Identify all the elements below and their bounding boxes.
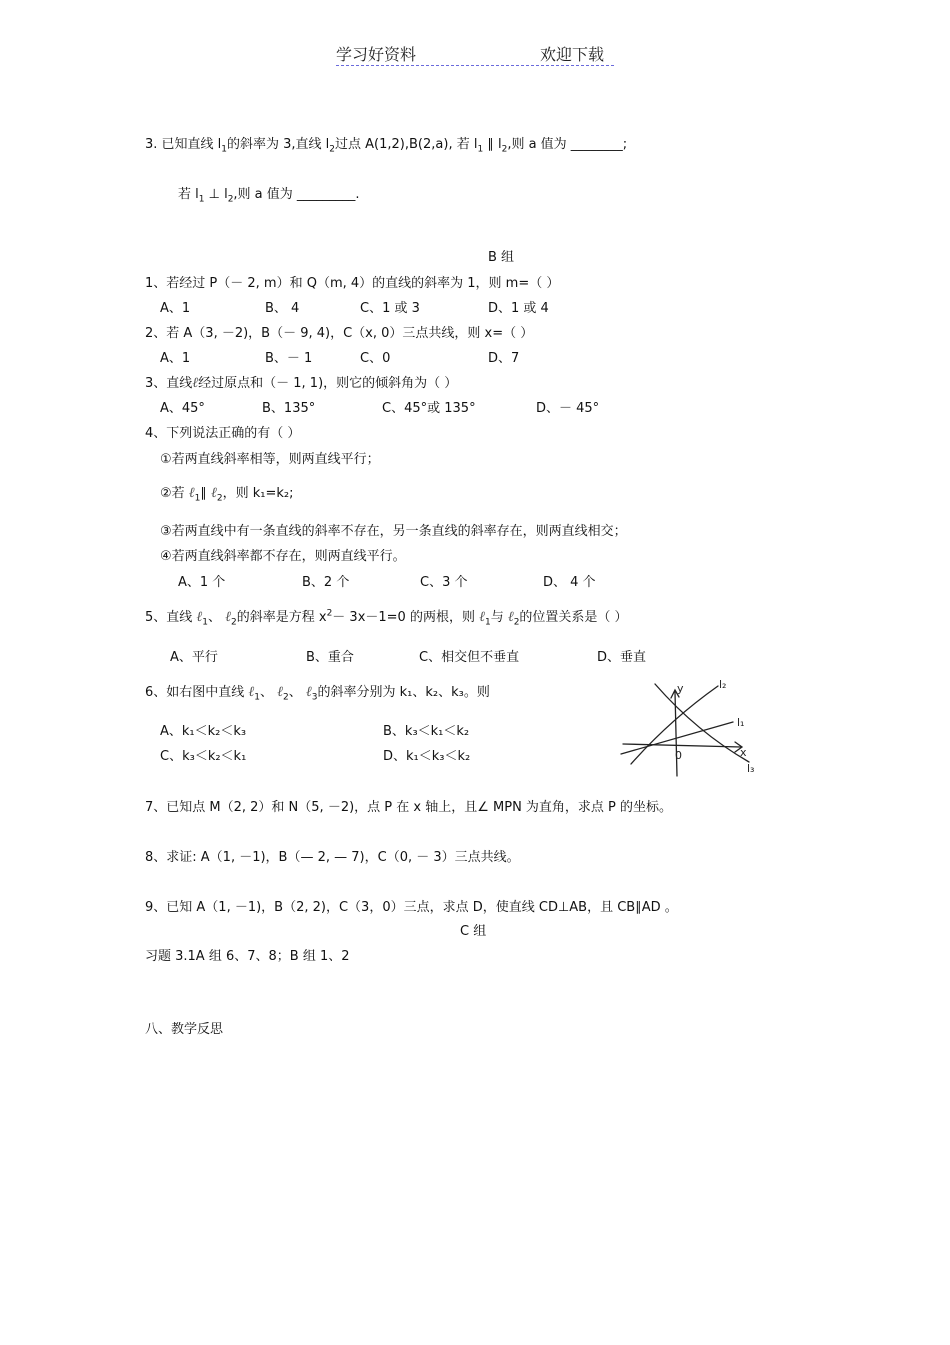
q1-opt-d: D、1 或 4	[488, 301, 549, 316]
line-symbol: ℓ	[192, 375, 199, 391]
q4-statement-3: ③若两直线中有一条直线的斜率不存在，另一条直线的斜率存在，则两直线相交；	[160, 524, 627, 539]
q5-opt-d: D、垂直	[597, 650, 647, 665]
q4-stem: 4、下列说法正确的有（ ）	[145, 426, 301, 441]
q3a-line1: 3. 已知直线 $l_1$的斜率为 3,直线 $l_2$过点 A(1,2),B(2,a), 若 $l_1$ ∥ $l_2$,则 a 值为 ________;	[145, 137, 628, 155]
origin-label: 0	[675, 749, 682, 762]
group-c-heading: C 组	[460, 924, 487, 939]
l1-label: l₁	[737, 716, 745, 729]
l3-label: l₃	[747, 762, 755, 775]
q1-opt-b: B、 4	[265, 301, 300, 316]
q1-opt-a: A、1	[160, 301, 191, 316]
q2-opt-a: A、1	[160, 351, 191, 366]
teaching-reflection-heading: 八、教学反思	[145, 1022, 224, 1037]
q3-opt-c: C、45°或 135°	[382, 401, 476, 416]
group-b-heading: B 组	[488, 250, 515, 265]
q6-line-figure	[615, 672, 760, 782]
q4-opt-d: D、 4 个	[543, 575, 596, 590]
q5-stem: 5、直线 ℓ$_1$、 ℓ$_2$的斜率是方程 $x^2- 3x-1=0$ 的两根，则 ℓ$_1$与 ℓ$_2$的位置关系是（ ）	[145, 608, 628, 628]
q6-opt-b: B、k₃＜k₁＜k₂	[383, 724, 470, 739]
q3-opt-d: D、－ 45°	[536, 401, 600, 416]
q3-opt-a: A、45°	[160, 401, 205, 416]
q5-opt-c: C、相交但不垂直	[419, 650, 520, 665]
q3-stem: 3、直线ℓ经过原点和（－ 1, 1)，则它的倾斜角为（ ）	[145, 375, 458, 391]
q6-stem: 6、如右图中直线 ℓ$_1$、 ℓ$_2$、 ℓ$_3$的斜率分别为 k₁、k₂、k₃。则	[145, 684, 490, 703]
header-right: 欢迎下载	[540, 45, 605, 64]
q5-opt-a: A、平行	[170, 650, 218, 665]
header-divider	[336, 65, 614, 66]
q4-opt-c: C、3 个	[420, 575, 468, 590]
q9-stem: 9、已知 A（1, －1)，B（2, 2)，C（3，0）三点，求点 D，使直线 CD⊥AB，且 CB∥AD 。	[145, 900, 678, 915]
q6-opt-a: A、k₁＜k₂＜k₃	[160, 724, 247, 739]
y-axis	[675, 692, 677, 776]
q2-opt-c: C、0	[360, 351, 391, 366]
q5-opt-b: B、重合	[306, 650, 354, 665]
x-axis-label: x	[740, 746, 747, 759]
q8-stem: 8、求证: A（1, －1)，B（— 2, — 7)，C（0, － 3）三点共线。	[145, 850, 520, 865]
q6-opt-c: C、k₃＜k₂＜k₁	[160, 749, 247, 764]
y-axis-label: y	[677, 682, 684, 695]
q2-opt-b: B、－ 1	[265, 351, 313, 366]
q1-stem: 1、若经过 P（－ 2, m）和 Q（m, 4）的直线的斜率为 1，则 m=（ ）	[145, 276, 560, 291]
homework-line: 习题 3.1A 组 6、7、8；B 组 1、2	[145, 949, 350, 964]
q4-statement-2: ②若 ℓ$_1$∥ ℓ$_2$，则 k₁=k₂;	[160, 485, 294, 504]
q4-statement-1: ①若两直线斜率相等，则两直线平行；	[160, 452, 380, 467]
line-l3	[655, 684, 749, 762]
q2-stem: 2、若 A（3, －2)，B（－ 9, 4)，C（x, 0）三点共线，则 x=（ ）	[145, 326, 534, 341]
q1-opt-c: C、1 或 3	[360, 301, 420, 316]
q6-opt-d: D、k₁＜k₃＜k₂	[383, 749, 471, 764]
q4-statement-4: ④若两直线斜率都不存在，则两直线平行。	[160, 549, 406, 564]
header-left: 学习好资料	[336, 45, 417, 64]
q3-opt-b: B、135°	[262, 401, 316, 416]
q7-stem: 7、已知点 M（2, 2）和 N（5, －2)，点 P 在 x 轴上，且∠ MPN 为直角，求点 P 的坐标。	[145, 800, 673, 815]
l2-label: l₂	[719, 678, 727, 691]
q4-opt-a: A、1 个	[178, 575, 226, 590]
q4-opt-b: B、2 个	[302, 575, 350, 590]
q3a-line2: 若 $l_1$ ⊥ $l_2$,则 a 值为 _________.	[178, 187, 360, 205]
q2-opt-d: D、7	[488, 351, 520, 366]
